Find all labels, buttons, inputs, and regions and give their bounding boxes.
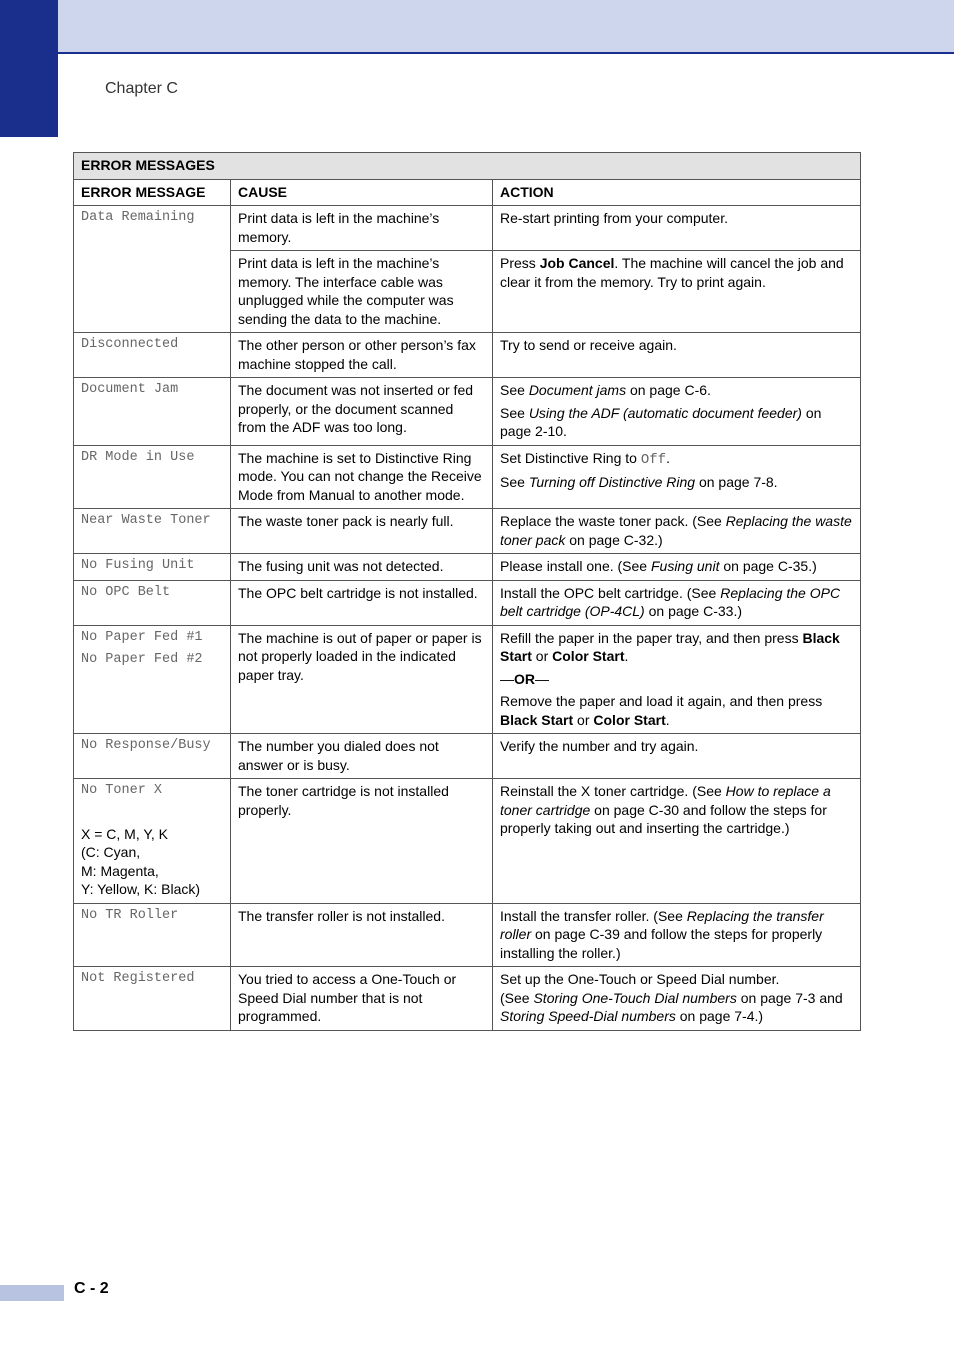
page-number: C - 2 [74, 1280, 109, 1297]
error-message: No OPC Belt [81, 584, 171, 600]
table-row [74, 378, 861, 446]
action-text: See [500, 474, 529, 490]
cause-cell [231, 445, 493, 509]
error-message: DR Mode in Use [81, 449, 195, 465]
cause-cell [231, 378, 493, 446]
action-text: Set Distinctive Ring to [500, 449, 641, 466]
table-row [74, 554, 861, 581]
action-cell [493, 333, 861, 378]
action-text: Reinstall the X toner cartridge. (See [500, 783, 726, 799]
cause-text: The waste toner pack is nearly full. [238, 513, 454, 529]
column-header-error-message: ERROR MESSAGE [74, 179, 231, 206]
cause-text: Print data is left in the machine’s memory. [238, 210, 440, 245]
setting-value: Off [640, 451, 667, 468]
table-row [74, 967, 861, 1031]
cause-cell [231, 509, 493, 554]
error-message-cell [74, 509, 231, 554]
cross-reference: How to replace a toner cartridge [500, 783, 831, 818]
error-message-cell [74, 903, 231, 967]
cross-reference: Using the ADF (automatic document feeder) [528, 404, 802, 421]
cause-text: The other person or other person’s fax machine stopped the call. [238, 337, 476, 372]
action-text: (See [500, 989, 534, 1006]
error-message-cell [74, 333, 231, 378]
action-text: Press [500, 255, 540, 271]
cause-cell [231, 580, 493, 625]
error-message-cell [74, 378, 231, 446]
action-cell [493, 206, 861, 251]
cause-cell [231, 779, 493, 904]
error-message: No Paper Fed #1 [81, 629, 203, 645]
action-text: on page C-33.) [644, 603, 743, 619]
error-message: Near Waste Toner [81, 513, 211, 528]
cross-reference: Replacing the transfer roller [500, 907, 824, 942]
column-header-action: ACTION [493, 179, 861, 206]
error-message: No Paper Fed #2 [81, 652, 203, 667]
action-text: Re-start printing from your computer. [500, 210, 728, 226]
cross-reference: Storing Speed-Dial numbers [500, 1008, 676, 1024]
action-text: Remove the paper and load it again, and then press [500, 693, 823, 709]
table-row [74, 625, 861, 734]
cause-cell [231, 967, 493, 1031]
table-row [74, 206, 861, 251]
error-message-cell [74, 967, 231, 1031]
table-row [74, 580, 861, 625]
cross-reference: Turning off Distinctive Ring [528, 474, 696, 490]
cause-cell [231, 251, 493, 333]
action-paragraph [500, 449, 853, 470]
action-text: or [573, 711, 594, 728]
action-text: Set up the One-Touch or Speed Dial number. [500, 971, 780, 987]
action-text: Try to send or receive again. [500, 337, 677, 353]
action-paragraph [500, 381, 853, 400]
cause-text: The fusing unit was not detected. [238, 558, 444, 574]
action-cell [493, 779, 861, 904]
action-cell [493, 967, 861, 1031]
cross-reference: Document jams [528, 382, 627, 398]
action-paragraph [500, 404, 853, 441]
table-row [74, 333, 861, 378]
action-text: or [531, 648, 553, 664]
or-separator: —OR— [500, 670, 549, 687]
error-message: Document Jam [81, 382, 179, 397]
cross-reference: Fusing unit [650, 558, 720, 574]
color-start-key-label: Color Start [593, 711, 666, 728]
action-cell [493, 734, 861, 779]
cross-reference: Replacing the OPC belt cartridge (OP-4CL) [500, 584, 841, 619]
action-cell [493, 378, 861, 446]
action-text: on page 7-3 and [736, 989, 843, 1006]
cause-cell [231, 625, 493, 734]
table-row [74, 779, 861, 904]
error-message: No Fusing Unit [81, 558, 195, 573]
action-cell [493, 554, 861, 581]
cause-text: Print data is left in the machine’s memory. The interface cable was unplugged while the computer was sending the data to the machine. [238, 255, 454, 327]
error-message: Data Remaining [81, 210, 195, 225]
action-text: on page 7-8. [695, 474, 778, 490]
action-text: Install the transfer roller. (See [500, 907, 687, 924]
error-messages-table [73, 152, 861, 1031]
action-text: Verify the number and try again. [500, 738, 699, 754]
action-text: on page C-32.) [565, 531, 663, 548]
chapter-label: Chapter C [105, 80, 178, 97]
chapter-tab-block [0, 0, 58, 137]
action-cell [493, 580, 861, 625]
table-title-row [74, 153, 861, 180]
table-row [74, 445, 861, 509]
cause-text: You tried to access a One-Touch or Speed Dial number that is not programmed. [238, 971, 457, 1024]
error-message-cell [74, 445, 231, 509]
action-text: . The machine will cancel the job and clear it from the memory. Try to print again. [500, 255, 844, 290]
action-cell [493, 903, 861, 967]
cause-cell [231, 206, 493, 251]
job-cancel-key-label: Job Cancel [539, 255, 615, 271]
header-band [58, 0, 954, 54]
color-start-key-label: Color Start [552, 648, 625, 664]
action-paragraph [500, 473, 853, 492]
cause-text: The machine is set to Distinctive Ring mode. You can not change the Receive Mode from Manual to another mode. [238, 449, 482, 503]
action-text: Install the OPC belt cartridge. (See [500, 584, 721, 601]
action-text: See [500, 382, 529, 398]
error-message-cell [74, 206, 231, 333]
cross-reference: Storing One-Touch Dial numbers [533, 989, 737, 1006]
toner-note: M: Magenta, [81, 862, 159, 879]
action-text: on page 2-10. [500, 404, 822, 439]
error-message: Not Registered [81, 971, 195, 986]
cause-text: The OPC belt cartridge is not installed. [238, 584, 478, 601]
cause-cell [231, 903, 493, 967]
cross-reference: Replacing the waste toner pack [500, 513, 852, 548]
table-title: ERROR MESSAGES [74, 153, 861, 180]
action-text: See [500, 404, 529, 421]
toner-note: X = C, M, Y, K [81, 825, 169, 842]
error-message-cell [74, 625, 231, 734]
action-text: . [666, 449, 670, 466]
table-header-row [74, 179, 861, 206]
table-row [74, 734, 861, 779]
cause-text: The machine is out of paper or paper is not properly loaded in the indicated paper tray. [238, 629, 482, 683]
error-message-cell [74, 580, 231, 625]
cause-cell [231, 333, 493, 378]
action-text: . [665, 711, 670, 728]
action-text: Refill the paper in the paper tray, and then press [500, 629, 803, 646]
footer-band [0, 1285, 64, 1301]
cause-text: The number you dialed does not answer or is busy. [238, 738, 439, 773]
action-cell [493, 251, 861, 333]
cause-cell [231, 734, 493, 779]
toner-note: (C: Cyan, [81, 844, 141, 860]
error-message-cell [74, 779, 231, 904]
error-message-cell [74, 554, 231, 581]
toner-note: Y: Yellow, K: Black) [81, 881, 201, 897]
action-text: . [624, 648, 629, 664]
action-text: Please install one. (See [500, 558, 651, 574]
table-row [74, 509, 861, 554]
table-row [74, 903, 861, 967]
error-message-cell [74, 734, 231, 779]
black-start-key-label: Black Start [500, 711, 574, 728]
error-message: Disconnected [81, 337, 179, 352]
cause-text: The transfer roller is not installed. [238, 907, 445, 924]
action-text: on page C-30 and follow the steps for properly taking out and inserting the cartridge.) [500, 801, 827, 836]
action-text: on page C-6. [626, 382, 711, 398]
action-paragraph [500, 692, 853, 729]
error-message: No TR Roller [81, 907, 179, 923]
action-cell [493, 509, 861, 554]
column-header-cause: CAUSE [231, 179, 493, 206]
error-message: No Toner X [81, 783, 163, 798]
action-cell [493, 445, 861, 509]
action-text: on page 7-4.) [675, 1008, 764, 1024]
black-start-key-label: Black Start [500, 629, 840, 664]
action-text: on page C-39 and follow the steps for properly installing the roller.) [500, 926, 823, 961]
action-text: on page C-35.) [719, 558, 817, 574]
action-cell [493, 625, 861, 734]
action-paragraph [500, 629, 853, 666]
cause-text: The document was not inserted or fed properly, or the document scanned from the ADF was too long. [238, 382, 474, 435]
cause-cell [231, 554, 493, 581]
action-text: Replace the waste toner pack. (See [500, 513, 726, 529]
cause-text: The toner cartridge is not installed properly. [238, 783, 449, 818]
error-message: No Response/Busy [81, 738, 211, 753]
or-label: OR [514, 670, 535, 687]
